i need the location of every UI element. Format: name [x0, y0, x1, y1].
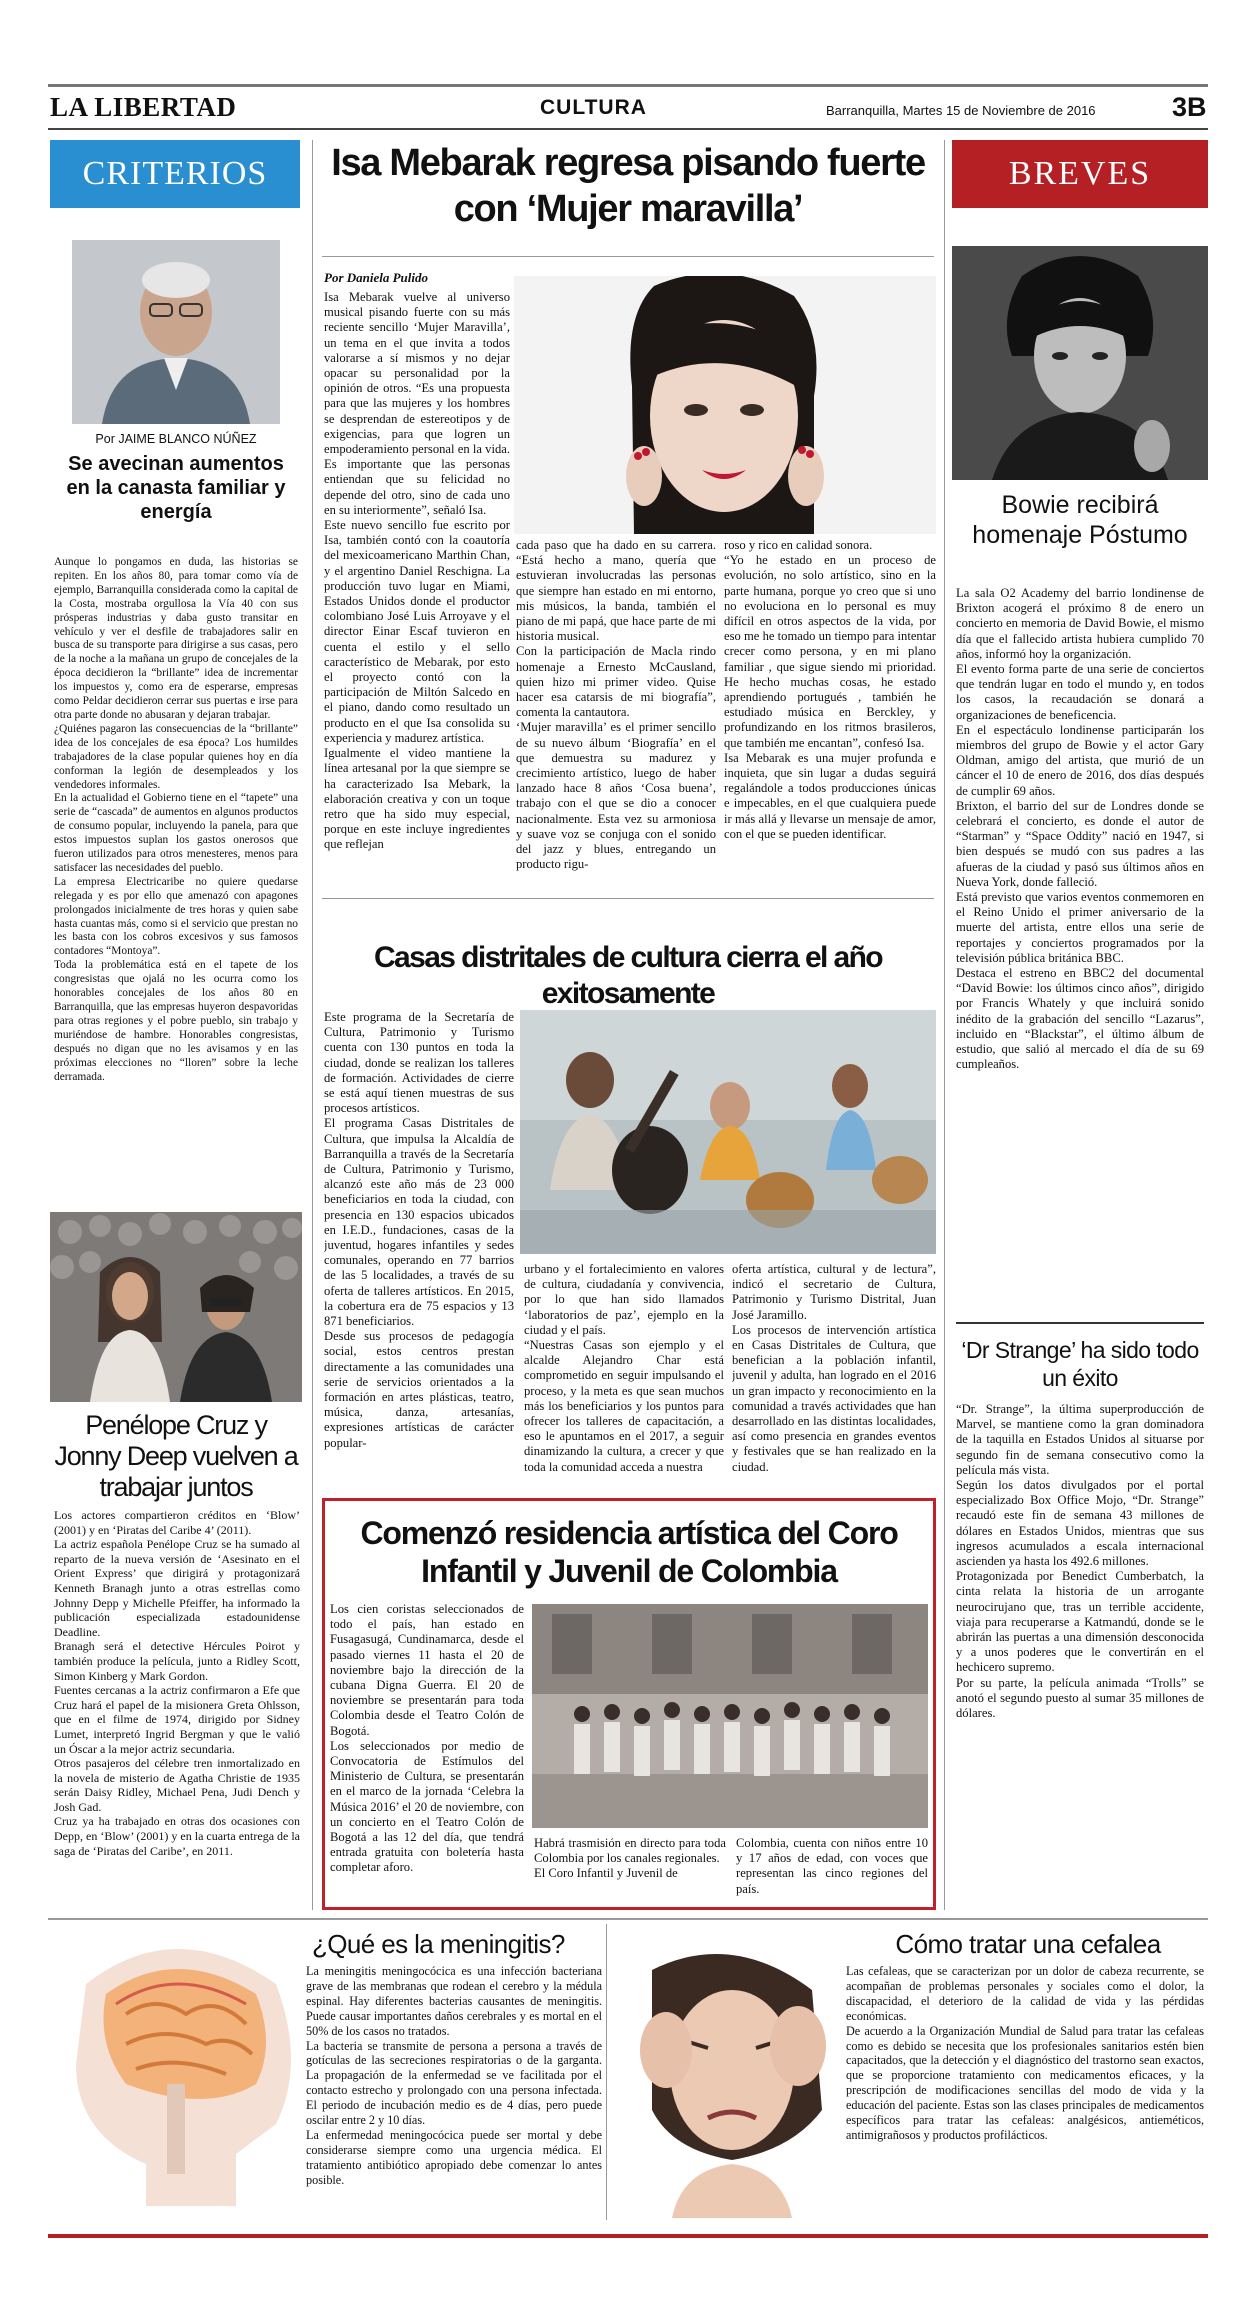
isa-byline: Por Daniela Pulido — [324, 270, 429, 285]
casas-col-1: Este programa de la Secretaría de Cultura, Patrimonio y Turismo cuenta con 130 puntos en toda la ciudad, donde se realizan los talleres de formación. Actividades de cierre se está aquí tienen muestras de sus procesos artísticos. El programa Casas Distritales de Cultura, que impulsa la Alcaldía de Barranquilla a través de la Secretaría de Cultura, Patrimonio y Turismo, alcanzó este año más de 23 000 beneficiarios en toda la ciudad, con presencia en 130 espacios ubicados en I.E.D., fundaciones, casas de la juventud, hogares infantiles y sedes comunales, operando en 77 barrios de las 5 localidades, a través de su oferta de talleres artísticos. En 2015, la cobertura era de 75 espacios y 13 871 beneficiarios. Desde sus procesos de pedagogía social, estos centros prestan directamente a las comunidades una serie de servicios orientados a la formación en artes plásticas, teatro, música, danza, artesanías, expresiones artísticas de carácter popular- — [324, 1010, 514, 1450]
masthead-bottom-rule — [48, 128, 1208, 130]
penelope-johnny-photo — [50, 1212, 302, 1402]
bowie-photo — [952, 246, 1208, 480]
isa-photo — [514, 276, 936, 534]
coro-col-1: Los cien coristas seleccionados de todo el país, han estado en Fusagasugá, Cundinamarca, desde el pasado viernes 11 hasta el 20 de noviembre bajo la dirección de la cubana Digna Guerra. El 20 de noviembre se presentarán para toda Colombia desde el Teatro Colón de Bogotá. Los seleccionados por medio de Convocatoria de Estímulos del Ministerio de Cultura, se presentarán en el marco de la jornada ‘Celebra la Música 2016’ el 20 de noviembre, con un concierto en el Teatro Colón de Bogotá a las 12 del día, que tendrá entrada gratuita con boletería hasta completar aforo. — [330, 1602, 524, 1875]
casas-col-2: urbano y el fortalecimiento en valores de cultura, ciudadanía y convivencia, por lo que han sido llamados ‘laboratorios de paz’, ejemplo en la ciudad y el país. “Nuestras Casas son ejemplo y el alcalde Alejandro Char está comprometido en seguir impulsando el proceso, y la meta es que sean muchos más los beneficiarios y los puntos para ofrecer los talleres de capacitación, a eso le apuntamos en el 2017, a seguir dinamizando la cultura, a crecer y que toda la comunidad acceda a nuestra — [524, 1262, 724, 1474]
dateline: Barranquilla, Martes 15 de Noviembre de 2016 — [826, 103, 1096, 118]
coro-col-2: Habrá trasmisión en directo para toda Colombia por los canales regionales. El Coro Infantil y Juvenil de — [534, 1836, 726, 1881]
criterios-byline: Por JAIME BLANCO NÚÑEZ — [95, 432, 257, 446]
left-column-separator — [312, 140, 313, 1910]
breves-divider — [956, 1322, 1204, 1324]
isa-col-1: Isa Mebarak vuelve al universo musical pisando fuerte con su más reciente sencillo ‘Mujer Maravilla’, un tema en el que invita a todos valorarse a sí mismos y no dejar opacar su personalidad por la opinión de otros. “Es una propuesta para que las mujeres y los hombres se desprendan de estereotipos y de exigencias, para que logren un empoderamiento personal en la vida. Es importante que las personas entiendan que su felicidad no depende del otro, sino de cada uno en su interiormente”, señaló Isa. Este nuevo sencillo fue escrito por Isa, también contó con la coautoría del mexicoamericano Marthin Chan, y el argentino Daniel Reschigna. La producción tuvo lugar en Miami, Estados Unidos donde el productor colombiano José Luis Arroyave y el director Einar Escaf tuvieron en cuenta el estilo y el sello característico de Mebarak, por esto el proyecto contó con la participación de Miltón Salcedo en el piano, dando como resultado un producto en el que Isa consolida su experiencia y madurez artística. Igualmente el video mantiene la línea artesanal por la que siempre se ha caracterizado Isa Mebark, la elaboración creativa y con un toque retro que ha sido muy especial, porque en este incluye ingredientes que reflejan — [324, 290, 510, 852]
page-bottom-rule — [48, 2234, 1208, 2238]
casas-title: Casas distritales de cultura cierra el año exitosamente — [373, 941, 883, 1010]
isa-title-rule — [322, 256, 934, 257]
cefalea-title: Cómo tratar una cefalea — [895, 1929, 1161, 1959]
breves-tab: BREVES — [952, 140, 1208, 208]
casas-photo — [520, 1010, 936, 1254]
columnist-photo — [72, 240, 280, 424]
casas-top-rule — [322, 898, 934, 899]
penelope-title: Penélope Cruz y Jonny Deep vuelven a trabajar juntos — [54, 1410, 298, 1502]
brain-illustration — [56, 1924, 306, 2206]
paper-name: LA LIBERTAD — [50, 92, 237, 122]
masthead-top-rule — [48, 84, 1208, 87]
section-name: CULTURA — [540, 96, 647, 119]
strange-body: “Dr. Strange”, la última superproducción de Marvel, se mantiene como la gran dominadora de la taquilla en Estados Unidos al situarse por segundo fin de semana consecutivo como la película más vista. Según los datos divulgados por el portal especializado Box Office Mojo, “Dr. Strange” recaudó este fin de semana 43 millones de dólares en Estados Unidos, mientras que sus ingresos acumulados a escala internacional ascienden ya hasta los 492.6 millones. Protagonizada por Benedict Cumberbatch, la cinta relata la historia de un arrogante neurocirujano que, tras un terrible accidente, viaja para recuperarse a Katmandú, donde se le abrirán las puertas a una dimensión desconocida y a unos poderes que le convertirán en el hechicero supremo. Por su parte, la película animada “Trolls” se anotó el segundo puesto al sumar 35 millones de dólares. — [956, 1402, 1204, 1721]
meningitis-title: ¿Qué es la meningitis? — [312, 1929, 565, 1959]
health-top-rule — [48, 1918, 1208, 1920]
coro-title: Comenzó residencia artística del Coro Infantil y Juvenil de Colombia — [360, 1515, 898, 1589]
page-number: 3B — [1172, 92, 1207, 122]
criterios-body: Aunque lo pongamos en duda, las historias se repiten. En los años 80, para tomar como vía de ejemplo, Barranquilla considerada como la capital de la Costa, mostraba orgullosa la Vía 40 con sus prósperas industrias y daba gusto transitar en vehículo y ver el desfile de trabajadores salir en busca de su transporte para dirigirse a sus casas, pero de la noche a la mañana un grupo de concejales de la época decidieron la “brillante” idea de incrementar los impuestos y, como era de esperarse, empresas como Peldar decidieron cerrar sus puertas e irse para otra parte donde no abusaran y dejaran trabajar. ¿Quiénes pagaron las consecuencias de la “brillante” idea de los concejales de esa época? Los humildes trabajadores de la clase popular quienes hoy en día conforman la legión de desempleados y los vendedores informales. En la actualidad el Gobierno tiene en el “tapete” una serie de “cascada” de aumentos en algunos productos de consumo popular, incluyendo la panela, para que estos impuestos suplan los gastos onerosos que fueron utilizados para otros menesteres, menos para satisfacer las necesidades del pueblo. La empresa Electricaribe no quiere quedarse relegada y es por ello que amenazó con apagones prolongados inicialmente de tres horas y quien sabe hasta cuantas más, como si el servicio que prestan no les basta con los cobros excesivos y sus famosos contadores “Montoya”. Toda la problemática está en el tapete de los congresistas que ojalá no les ocurra como los honorables concejales de los años 80 en Barranquilla, que las empresas huyeron despavoridas para otras regiones y el pobre pueblo, sin trabajo y muriéndose de hambre. Honorables congresistas, después no digan que no les avisamos y en las próximas elecciones no “lloren” sobre la leche derramada. — [54, 556, 298, 1083]
headache-photo — [612, 1950, 844, 2218]
criterios-tab: CRITERIOS — [50, 140, 300, 208]
casas-col-3: oferta artística, cultural y de lectura”, indicó el secretario de Cultura, Patrimonio y Turismo Distrital, Juan José Jaramillo. Los procesos de intervención artística en Casas Distritales de Cultura, que benefician a la población infantil, juvenil y adulta, han logrado en el 2016 un gran impacto y reconocimiento en la comunidad a través actividades que han desarrollado en las distintas localidades, así como presencia en grandes eventos y festivales que se han realizado en la ciudad. — [732, 1262, 936, 1474]
coro-col-3: Colombia, cuenta con niños entre 10 y 17 años de edad, con voces que representan las cinco regiones del país. — [736, 1836, 928, 1896]
isa-col-2: cada paso que ha dado en su carrera. “Está hecho a mano, quería que estuvieran involucradas las personas que siempre han estado en mi entorno, mis músicos, la banda, también el piano de mi papá, que hace parte de mi historia musical. Con la participación de Macla rindo homenaje a Ernesto McCausland, quien hizo mi primer video. Quise hacer esa catarsis de mi biografía”, comenta la cantautora. ‘Mujer maravilla’ es el primer sencillo de su nuevo álbum ‘Biografía’ en el que demuestra su madurez y crecimiento artístico, luego de haber lanzado hace 8 años ‘Cosa buena’, trabajo con el que se dio a conocer nacionalmente. Esta vez su armoniosa y suave voz se conjuga con el sonido del jazz y blues, entregando un producto rigu- — [516, 538, 716, 872]
isa-title: Isa Mebarak regresa pisando fuerte con ‘Mujer maravilla’ — [331, 142, 925, 230]
meningitis-body: La meningitis meningocócica es una infección bacteriana grave de las membranas que rodean el cerebro y la médula espinal. Hay diferentes bacterias causantes de meningitis. Puede causar importantes daños cerebrales y es mortal en el 50% de los casos no tratados. La bacteria se transmite de persona a persona a través de gotículas de las secreciones respiratorias o de la garganta. La propagación de la enfermedad se ve facilitada por el contacto estrecho y prolongado con una persona infectada. El periodo de incubación medio es de 4 días, pero puede oscilar entre 2 y 10 días. La enfermedad meningocócica puede ser mortal y debe considerarse siempre como una urgencia médica. El tratamiento antibiótico apropiado debe comenzar lo antes posible. — [306, 1964, 602, 2187]
isa-col-3: roso y rico en calidad sonora. “Yo he estado en un proceso de evolución, no solo artístico, sino en la parte humana, porque yo creo que si uno no evoluciona en lo personal es muy difícil en otros aspectos de la vida, por eso me he tomado un tiempo para intentar crecer como persona, y en mi plano familiar , que sigue siendo mi prioridad. He hecho muchas cosas, he estado aprendiendo portugués , también he estudiado música en Berckley, y profundizando en los ritmos brasileros, que también me encantan”, confesó Isa. Isa Mebarak es una mujer profunda e inquieta, que sin lugar a dudas seguirá regalándole a todos producciones únicas e impecables, en el que cualquiera puede ir más allá y llevarse un mensaje de amor, con el que se pueden identificar. — [724, 538, 936, 841]
penelope-body: Los actores compartieron créditos en ‘Blow’ (2001) y en ‘Piratas del Caribe 4’ (2011). La actriz española Penélope Cruz se ha sumado al reparto de la nueva versión de ‘Asesinato en el Orient Express’ que dirigirá y protagonizará Kenneth Branagh junto a otras estrellas como Johnny Depp y Michelle Pfeiffer, ha informado la publicación especializada estadounidense Deadline. Branagh será el detective Hércules Poirot y también produce la película, junto a Ridley Scott, Simon Kinberg y Mark Gordon. Fuentes cercanas a la actriz confirmaron a Efe que Cruz hará el papel de la misionera Greta Ohlsson, que en el filme de 1974, dirigido por Sidney Lumet, interpretó Ingrid Bergman y que le valió un Óscar a la mejor actriz secundaria. Otros pasajeros del célebre tren inmortalizado en la novela de misterio de Agatha Christie de 1935 serán Daisy Ridley, Michael Pena, Judi Dench y Josh Gad. Cruz ya ha trabajado en otras dos ocasiones con Depp, en ‘Blow’ (2001) y en la cuarta entrega de la saga de ‘Piratas del Caribe’, en 2011. — [54, 1508, 300, 1858]
bowie-body: La sala O2 Academy del barrio londinense de Brixton acogerá el próximo 8 de enero un concierto en memoria de David Bowie, el mismo día que el fallecido artista hubiera cumplido 70 años, informó hoy la organización. El evento forma parte de una serie de conciertos que tendrán lugar en todo el mundo y, en todos los casos, la recaudación se donará a organizaciones de beneficencia. En el espectáculo londinense participarán los miembros del grupo de Bowie y el actor Gary Oldman, amigo del artista, que murió de un cáncer el 10 de enero de 2016, dos días después de cumplir 69 años. Brixton, el barrio del sur de Londres donde se celebrará el concierto, es donde el autor de “Starman” y “Space Oddity” nació en 1947, si bien después se mudó con sus padres a las afueras de la ciudad y pasó sus últimos años en Nueva York, donde falleció. Está previsto que varios eventos conmemoren en el Reino Unido el primer aniversario de la muerte del artista, entre ellos una serie de reportajes y conciertos programados por la televisión pública británica BBC. Destaca el estreno en BBC2 del documental “David Bowie: los últimos cinco años”, dirigido por Francis Whately y que incluirá sonido inédito de la grabación del sencillo “Lazarus”, incluido en “Blackstar”, el último álbum de estudio, que salió al mercado el día de su 69 cumpleaños. — [956, 586, 1204, 1072]
strange-title: ‘Dr Strange’ ha sido todo un éxito — [961, 1337, 1199, 1391]
health-column-separator — [606, 1924, 607, 2220]
right-column-separator — [944, 140, 945, 1910]
criterios-title: Se avecinan aumentos en la canasta familiar y energía — [66, 453, 286, 523]
bowie-title: Bowie recibirá homenaje Póstumo — [972, 491, 1188, 549]
cefalea-body: Las cefaleas, que se caracterizan por un dolor de cabeza recurrente, se acompañan de problemas personales y sociales como el dolor, la discapacidad, el deterioro de la calidad de vida y las pérdidas económicas. De acuerdo a la Organización Mundial de Salud para tratar las cefaleas como es debido se necesita que los profesionales sanitarios estén bien capacitados, que la detección y el diagnóstico del trastorno sean exactos, que se proporcione tratamiento con medicamentos eficaces, y la prescripción de modificaciones sencillas del modo de vida y la educación del paciente. Estas son las clases principales de medicamentos específicos para tratar las cefaleas: analgésicos, antieméticos, antimigrañosos y productos profilácticos. — [846, 1964, 1204, 2142]
coro-photo — [532, 1604, 928, 1828]
